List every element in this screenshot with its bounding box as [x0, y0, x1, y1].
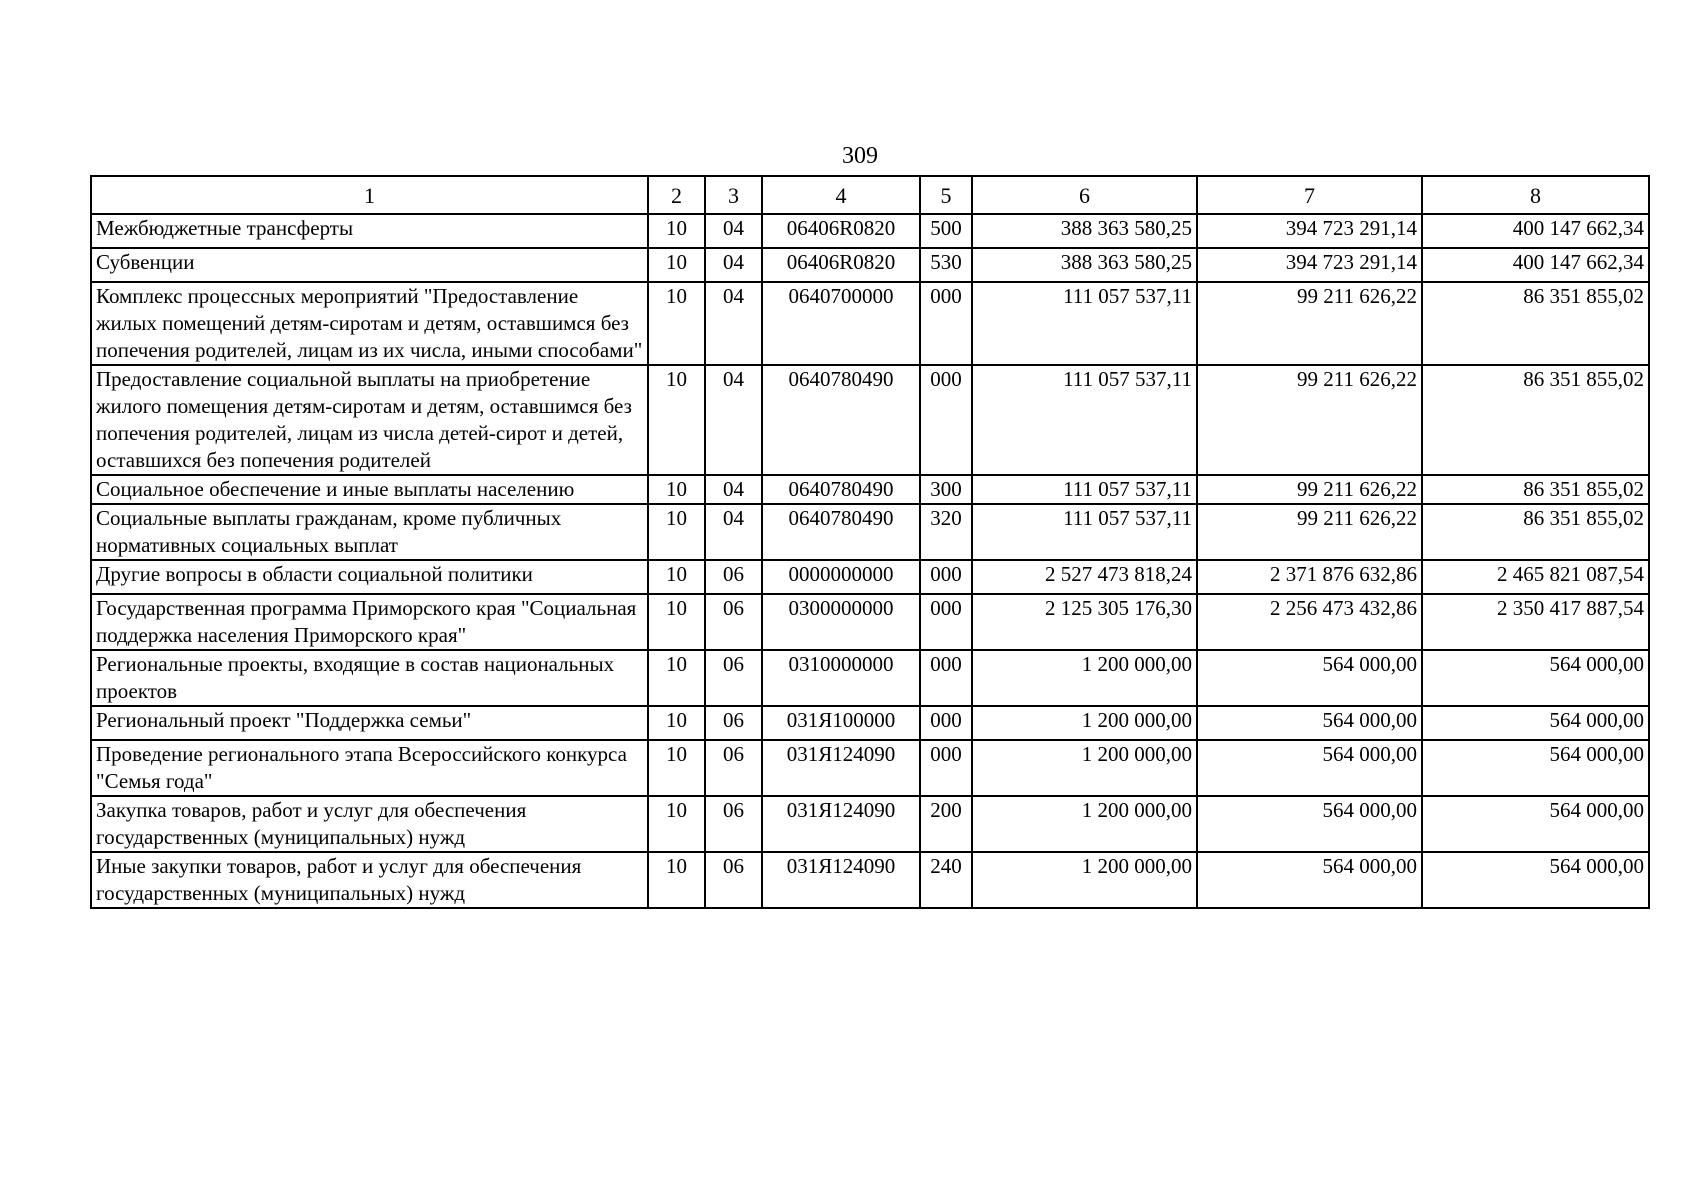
- row-section: 10: [648, 706, 705, 740]
- row-amount-col8: 2 465 821 087,54: [1422, 560, 1649, 594]
- row-target-article: 031Я124090: [762, 740, 920, 796]
- row-subsection: 06: [705, 650, 762, 706]
- row-subsection: 06: [705, 796, 762, 852]
- row-amount-col7: 2 371 876 632,86: [1197, 560, 1422, 594]
- table-row: [91, 740, 1649, 796]
- table-row: [91, 504, 1649, 560]
- row-amount-col7: 394 723 291,14: [1197, 248, 1422, 282]
- row-amount-col8: 2 350 417 887,54: [1422, 594, 1649, 650]
- table-row: [91, 706, 1649, 740]
- row-target-article: 0300000000: [762, 594, 920, 650]
- row-section: 10: [648, 504, 705, 560]
- row-subsection: 04: [705, 365, 762, 475]
- row-amount-col7: 564 000,00: [1197, 740, 1422, 796]
- column-header: 3: [705, 176, 762, 214]
- row-amount-col6: 111 057 537,11: [972, 282, 1197, 365]
- table-row: [91, 248, 1649, 282]
- row-amount-col7: 564 000,00: [1197, 852, 1422, 908]
- column-header: 6: [972, 176, 1197, 214]
- column-header: 8: [1422, 176, 1649, 214]
- row-amount-col8: 564 000,00: [1422, 796, 1649, 852]
- table-row: [91, 214, 1649, 248]
- row-expense-type: 000: [920, 650, 972, 706]
- table-row: [91, 365, 1649, 475]
- row-section: 10: [648, 740, 705, 796]
- row-amount-col6: 388 363 580,25: [972, 248, 1197, 282]
- row-expense-type: 000: [920, 560, 972, 594]
- table-row: [91, 796, 1649, 852]
- row-amount-col8: 86 351 855,02: [1422, 365, 1649, 475]
- row-target-article: 0640780490: [762, 475, 920, 504]
- row-name: Социальные выплаты гражданам, кроме публичных нормативных социальных выплат: [91, 504, 648, 560]
- row-section: 10: [648, 852, 705, 908]
- row-section: 10: [648, 796, 705, 852]
- row-section: 10: [648, 365, 705, 475]
- row-name: Другие вопросы в области социальной политики: [91, 560, 648, 594]
- row-amount-col6: 1 200 000,00: [972, 650, 1197, 706]
- row-amount-col6: 2 125 305 176,30: [972, 594, 1197, 650]
- row-expense-type: 000: [920, 740, 972, 796]
- row-expense-type: 000: [920, 282, 972, 365]
- column-header: 2: [648, 176, 705, 214]
- row-target-article: 0310000000: [762, 650, 920, 706]
- row-name: Проведение регионального этапа Всероссийского конкурса "Семья года": [91, 740, 648, 796]
- row-subsection: 04: [705, 504, 762, 560]
- column-header: 7: [1197, 176, 1422, 214]
- row-target-article: 06406R0820: [762, 214, 920, 248]
- row-amount-col6: 111 057 537,11: [972, 365, 1197, 475]
- row-name: Субвенции: [91, 248, 648, 282]
- row-amount-col8: 564 000,00: [1422, 740, 1649, 796]
- row-subsection: 04: [705, 248, 762, 282]
- row-amount-col7: 564 000,00: [1197, 650, 1422, 706]
- row-target-article: 06406R0820: [762, 248, 920, 282]
- row-amount-col7: 394 723 291,14: [1197, 214, 1422, 248]
- table-row: [91, 560, 1649, 594]
- row-name: Закупка товаров, работ и услуг для обеспечения государственных (муниципальных) нужд: [91, 796, 648, 852]
- row-subsection: 04: [705, 214, 762, 248]
- row-amount-col7: 2 256 473 432,86: [1197, 594, 1422, 650]
- row-subsection: 04: [705, 282, 762, 365]
- row-amount-col7: 99 211 626,22: [1197, 365, 1422, 475]
- row-expense-type: 500: [920, 214, 972, 248]
- row-expense-type: 200: [920, 796, 972, 852]
- row-target-article: 031Я100000: [762, 706, 920, 740]
- row-amount-col7: 564 000,00: [1197, 796, 1422, 852]
- budget-table: [90, 175, 1650, 909]
- row-section: 10: [648, 560, 705, 594]
- row-subsection: 06: [705, 594, 762, 650]
- row-target-article: 0640700000: [762, 282, 920, 365]
- row-amount-col8: 564 000,00: [1422, 706, 1649, 740]
- row-name: Иные закупки товаров, работ и услуг для обеспечения государственных (муниципальных) нужд: [91, 852, 648, 908]
- row-name: Региональный проект "Поддержка семьи": [91, 706, 648, 740]
- row-name: Региональные проекты, входящие в состав национальных проектов: [91, 650, 648, 706]
- row-name: Социальное обеспечение и иные выплаты населению: [91, 475, 648, 504]
- row-expense-type: 530: [920, 248, 972, 282]
- row-expense-type: 000: [920, 365, 972, 475]
- row-amount-col6: 1 200 000,00: [972, 740, 1197, 796]
- row-amount-col6: 1 200 000,00: [972, 706, 1197, 740]
- row-amount-col8: 564 000,00: [1422, 650, 1649, 706]
- table-row: [91, 475, 1649, 504]
- row-section: 10: [648, 594, 705, 650]
- row-name: Комплекс процессных мероприятий "Предоставление жилых помещений детям-сиротам и детям, оставшимся без попечения родителей, лицам из их числа, иными способами": [91, 282, 648, 365]
- row-amount-col8: 400 147 662,34: [1422, 248, 1649, 282]
- row-target-article: 0640780490: [762, 365, 920, 475]
- row-section: 10: [648, 214, 705, 248]
- column-header: 4: [762, 176, 920, 214]
- row-target-article: 031Я124090: [762, 796, 920, 852]
- row-expense-type: 240: [920, 852, 972, 908]
- row-section: 10: [648, 248, 705, 282]
- row-amount-col6: 111 057 537,11: [972, 504, 1197, 560]
- row-amount-col6: 111 057 537,11: [972, 475, 1197, 504]
- table-row: [91, 852, 1649, 908]
- column-header: 1: [91, 176, 648, 214]
- row-target-article: 031Я124090: [762, 852, 920, 908]
- row-amount-col7: 99 211 626,22: [1197, 504, 1422, 560]
- row-section: 10: [648, 650, 705, 706]
- row-expense-type: 300: [920, 475, 972, 504]
- row-section: 10: [648, 475, 705, 504]
- row-expense-type: 320: [920, 504, 972, 560]
- row-subsection: 04: [705, 475, 762, 504]
- table-row: [91, 594, 1649, 650]
- row-subsection: 06: [705, 740, 762, 796]
- table-row: [91, 650, 1649, 706]
- row-name: Государственная программа Приморского края "Социальная поддержка населения Приморского края": [91, 594, 648, 650]
- row-subsection: 06: [705, 706, 762, 740]
- row-section: 10: [648, 282, 705, 365]
- row-expense-type: 000: [920, 594, 972, 650]
- row-amount-col6: 388 363 580,25: [972, 214, 1197, 248]
- row-amount-col6: 1 200 000,00: [972, 796, 1197, 852]
- row-name: Межбюджетные трансферты: [91, 214, 648, 248]
- table-row: [91, 282, 1649, 365]
- row-subsection: 06: [705, 560, 762, 594]
- row-amount-col8: 400 147 662,34: [1422, 214, 1649, 248]
- row-amount-col7: 564 000,00: [1197, 706, 1422, 740]
- row-target-article: 0640780490: [762, 504, 920, 560]
- row-amount-col8: 564 000,00: [1422, 852, 1649, 908]
- row-target-article: 0000000000: [762, 560, 920, 594]
- row-amount-col8: 86 351 855,02: [1422, 504, 1649, 560]
- row-amount-col6: 1 200 000,00: [972, 852, 1197, 908]
- column-header: 5: [920, 176, 972, 214]
- header-row: [91, 176, 1649, 214]
- row-amount-col8: 86 351 855,02: [1422, 475, 1649, 504]
- page-number: 309: [842, 143, 878, 169]
- row-amount-col6: 2 527 473 818,24: [972, 560, 1197, 594]
- row-amount-col7: 99 211 626,22: [1197, 282, 1422, 365]
- row-amount-col8: 86 351 855,02: [1422, 282, 1649, 365]
- row-subsection: 06: [705, 852, 762, 908]
- row-name: Предоставление социальной выплаты на приобретение жилого помещения детям-сиротам и детям, оставшимся без попечения родителей, лицам из числа детей-сирот и детей, оставшихся без попечения родителей: [91, 365, 648, 475]
- row-amount-col7: 99 211 626,22: [1197, 475, 1422, 504]
- row-expense-type: 000: [920, 706, 972, 740]
